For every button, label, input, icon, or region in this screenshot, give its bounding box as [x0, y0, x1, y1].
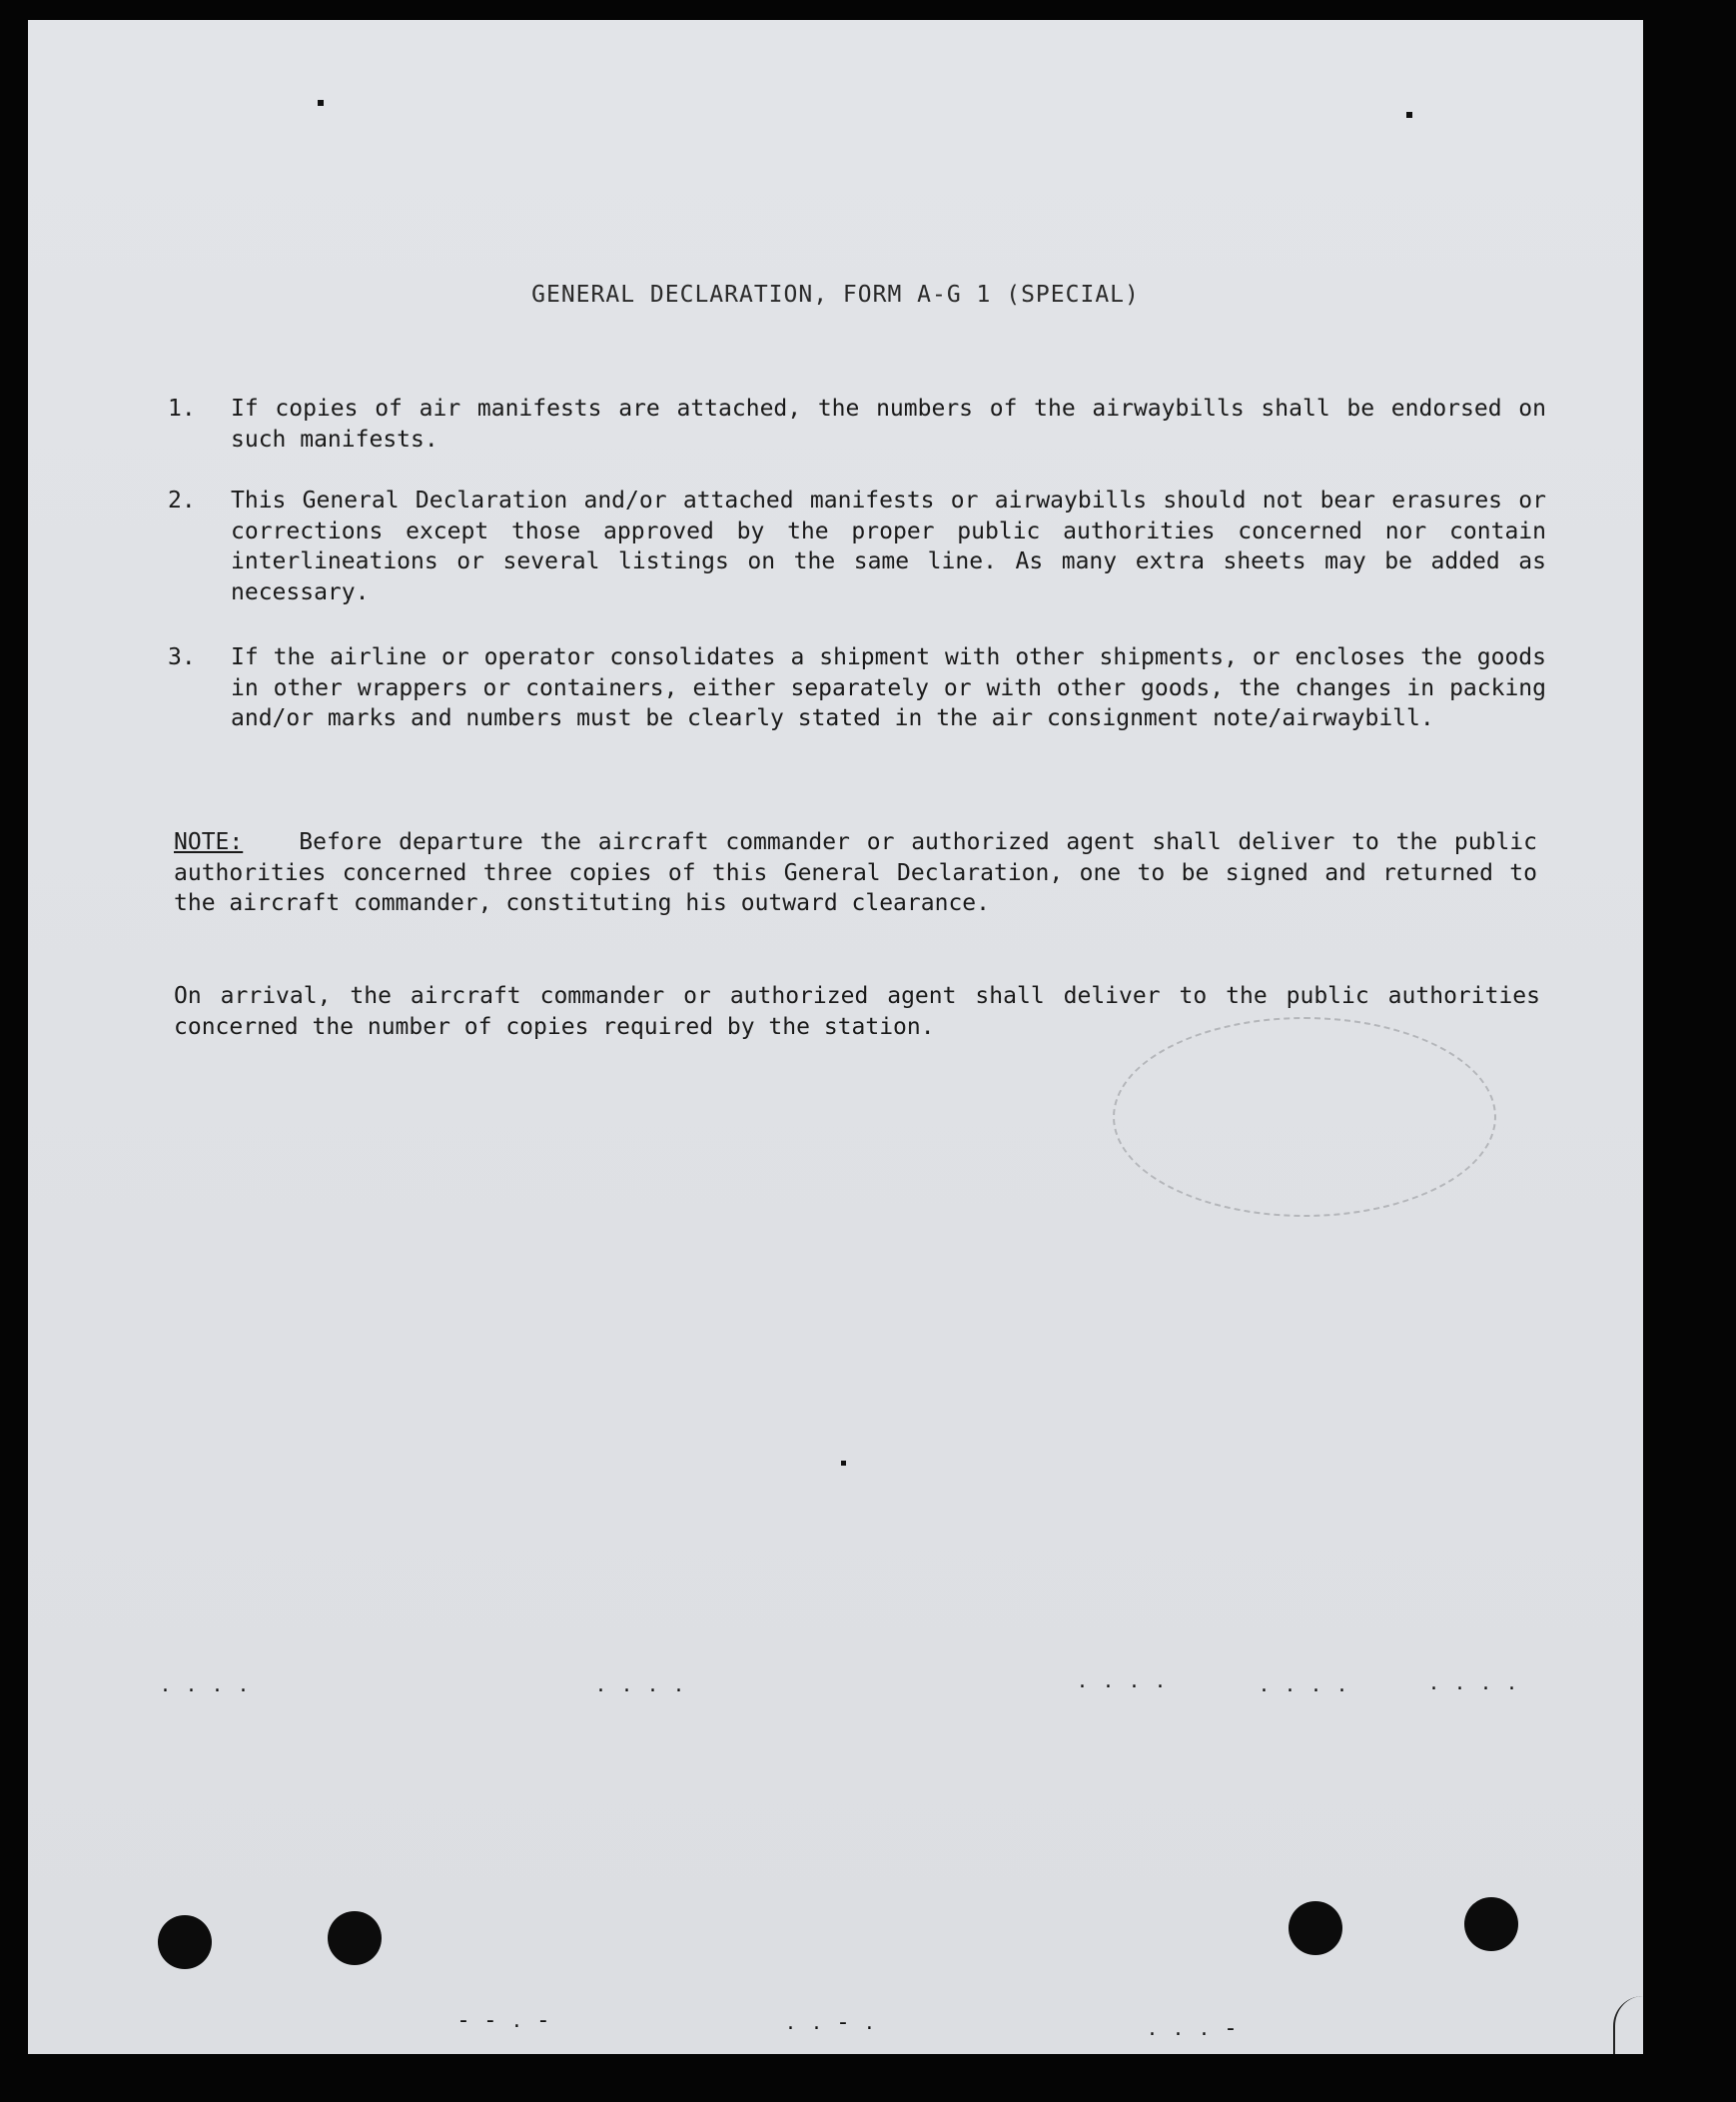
arrival-paragraph: On arrival, the aircraft commander or authorized agent shall deliver to the public authorities concerned the number of copies required by the station. [174, 983, 1540, 1040]
faded-stamp [1113, 1017, 1496, 1217]
dot-marks: . . . . [597, 1672, 688, 1697]
departure-note [174, 827, 1537, 919]
item-text: If copies of air manifests are attached, the numbers of the airwaybills shall be endorsed on such manifests. [231, 396, 1546, 453]
dot-marks: . . . . [1430, 1670, 1521, 1695]
scan-speck [841, 1461, 846, 1466]
dot-marks: . . . - [1149, 2016, 1241, 2041]
paper-sheet [28, 20, 1643, 2054]
note-label: NOTE: [174, 829, 244, 855]
item-number: 1. [168, 396, 196, 422]
dot-marks: . . . . [162, 1672, 253, 1697]
dot-marks: . . . . [1079, 1668, 1170, 1693]
punch-hole [158, 1915, 212, 1969]
punch-hole [1464, 1897, 1518, 1951]
item-number: 3. [168, 644, 196, 670]
item-text: If the airline or operator consolidates a shipment with other shipments, or encloses the goods in other wrappers or containers, either separately or with other goods, the changes in packing and/or marks and numbers must be clearly stated in the air consignment note/airwaybill. [231, 644, 1546, 731]
dot-marks: - - . - [459, 2008, 553, 2033]
dot-marks: . . . . [1261, 1672, 1351, 1697]
scan-speck [318, 100, 324, 106]
instruction-item-2 [168, 486, 1546, 607]
scan-speck [1406, 112, 1412, 118]
document-title: GENERAL DECLARATION, FORM A-G 1 (SPECIAL) [531, 282, 1140, 308]
instruction-item-3 [168, 642, 1546, 734]
page-corner-curl [1613, 1996, 1643, 2054]
item-number: 2. [168, 488, 196, 514]
dot-marks: . . - . [787, 2010, 879, 2035]
document-content [28, 20, 1643, 2054]
instruction-item-1 [168, 394, 1546, 455]
punch-hole [328, 1911, 382, 1965]
punch-hole [1289, 1901, 1342, 1955]
note-text: Before departure the aircraft commander or authorized agent shall deliver to the public authorities concerned three copies of this General Declaration, one to be signed and returned to the aircraft commander, constituting his outward clearance. [174, 829, 1537, 916]
item-text: This General Declaration and/or attached manifests or airwaybills should not bear erasures or corrections except those approved by the proper public authorities concerned nor contain interlineations or several listings on the same line. As many extra sheets may be added as necessary. [231, 488, 1546, 605]
